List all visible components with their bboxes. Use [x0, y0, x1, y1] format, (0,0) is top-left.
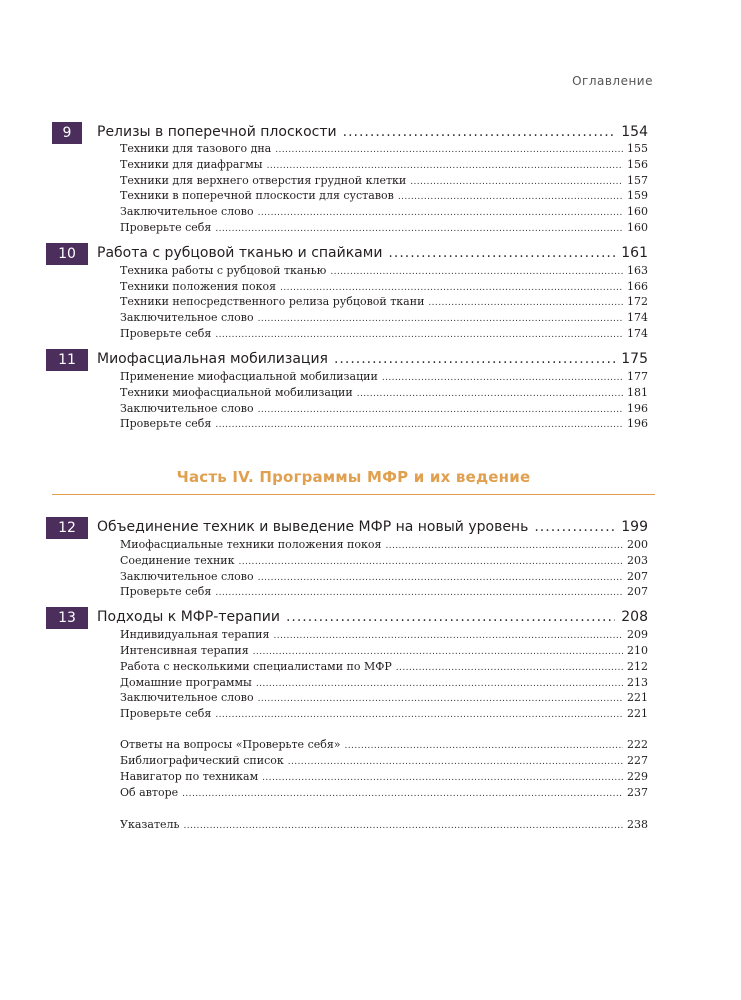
dot-leader: [385, 538, 623, 554]
dot-leader: [215, 221, 623, 237]
chapter-page: 199: [621, 519, 648, 535]
running-head: Оглавление: [572, 74, 653, 88]
toc-entry[interactable]: [120, 553, 648, 569]
toc-entry[interactable]: [120, 401, 648, 417]
toc-entry-back-matter[interactable]: [120, 737, 648, 753]
toc-entry[interactable]: [120, 690, 648, 706]
dot-leader: [398, 189, 623, 205]
entry-page: 207: [627, 570, 648, 583]
entry-page: 221: [627, 691, 648, 704]
entry-page: 166: [627, 280, 648, 293]
entry-page: 172: [627, 295, 648, 308]
dot-leader: [357, 386, 623, 402]
toc-entry[interactable]: [120, 537, 648, 553]
chapter-title-line[interactable]: [97, 519, 648, 535]
entry-title: Проверьте себя: [120, 707, 212, 720]
dot-leader: [253, 644, 623, 660]
dot-leader: [239, 554, 623, 570]
dot-leader: [184, 818, 623, 834]
toc-entry[interactable]: [120, 643, 648, 659]
entry-page: 212: [627, 660, 648, 673]
entry-title: Техники для верхнего отверстия грудной клетки: [120, 174, 407, 187]
chapter-number-badge: 13: [46, 607, 88, 629]
entry-page: 207: [627, 585, 648, 598]
entry-title: Интенсивная терапия: [120, 644, 249, 657]
dot-leader: [388, 245, 615, 261]
chapter-title-line[interactable]: [97, 609, 648, 625]
toc-entry-back-matter[interactable]: [120, 753, 648, 769]
dot-leader: [267, 158, 623, 174]
entry-title: Соединение техник: [120, 554, 235, 567]
entry-page: 229: [627, 770, 648, 783]
entry-page: 159: [627, 189, 648, 202]
dot-leader: [343, 124, 616, 140]
chapter-title-line[interactable]: [97, 124, 648, 140]
toc-entry-back-matter[interactable]: [120, 769, 648, 785]
toc-entry-back-matter[interactable]: [120, 785, 648, 801]
entry-page: 160: [627, 221, 648, 234]
dot-leader: [258, 205, 623, 221]
toc-entry[interactable]: [120, 173, 648, 189]
toc-entry[interactable]: [120, 263, 648, 279]
toc-entry[interactable]: [120, 416, 648, 432]
toc-entry[interactable]: [120, 385, 648, 401]
entry-page: 163: [627, 264, 648, 277]
chapter-page: 175: [621, 351, 648, 367]
entry-page: 209: [627, 628, 648, 641]
toc-entry[interactable]: [120, 326, 648, 342]
entry-title: Применение миофасциальной мобилизации: [120, 370, 378, 383]
chapter-number-badge: 12: [46, 517, 88, 539]
toc-entry[interactable]: [120, 675, 648, 691]
toc-entry[interactable]: [120, 706, 648, 722]
entry-page: 237: [627, 786, 648, 799]
dot-leader: [428, 295, 623, 311]
dot-leader: [334, 351, 615, 367]
entry-title: Ответы на вопросы «Проверьте себя»: [120, 738, 341, 751]
chapter-number-badge: 9: [52, 122, 82, 144]
part-title: Часть IV. Программы МФР и их ведение: [176, 468, 531, 486]
dot-leader: [215, 327, 623, 343]
entry-title: Заключительное слово: [120, 205, 254, 218]
chapter-number-badge: 10: [46, 243, 88, 265]
toc-entry[interactable]: [120, 294, 648, 310]
entry-title: Проверьте себя: [120, 417, 212, 430]
dot-leader: [330, 264, 623, 280]
dot-leader: [182, 786, 623, 802]
entry-page: 213: [627, 676, 648, 689]
dot-leader: [275, 142, 623, 158]
entry-title: Домашние программы: [120, 676, 252, 689]
chapter-page: 154: [621, 124, 648, 140]
entry-title: Техники непосредственного релиза рубцовой ткани: [120, 295, 425, 308]
entry-title: Техники миофасциальной мобилизации: [120, 386, 353, 399]
entry-title: Техники в поперечной плоскости для суставов: [120, 189, 394, 202]
toc-entry[interactable]: [120, 279, 648, 295]
dot-leader: [286, 609, 615, 625]
entry-title: Техники для тазового дна: [120, 142, 272, 155]
entry-title: Библиографический список: [120, 754, 284, 767]
entry-title: Техники для диафрагмы: [120, 158, 263, 171]
toc-entry-index[interactable]: [120, 817, 648, 833]
chapter-title: Подходы к МФР-терапии: [97, 609, 280, 625]
entry-page: 160: [627, 205, 648, 218]
entry-page: 196: [627, 402, 648, 415]
chapter-number-badge: 11: [46, 349, 88, 371]
entry-title: Проверьте себя: [120, 327, 212, 340]
entry-title: Проверьте себя: [120, 585, 212, 598]
chapter-page: 208: [621, 609, 648, 625]
toc-entry[interactable]: [120, 569, 648, 585]
dot-leader: [534, 519, 615, 535]
chapter-title: Объединение техник и выведение МФР на новый уровень: [97, 519, 529, 535]
dot-leader: [258, 691, 623, 707]
toc-entry[interactable]: [120, 627, 648, 643]
chapter-title-line[interactable]: [97, 245, 648, 261]
toc-entry[interactable]: [120, 369, 648, 385]
entry-page: 156: [627, 158, 648, 171]
toc-entry[interactable]: [120, 188, 648, 204]
entry-title: Техника работы с рубцовой тканью: [120, 264, 327, 277]
entry-title: Проверьте себя: [120, 221, 212, 234]
dot-leader: [396, 660, 623, 676]
toc-entry[interactable]: [120, 141, 648, 157]
part-divider: [52, 494, 655, 495]
entry-title: Об авторе: [120, 786, 179, 799]
entry-page: 200: [627, 538, 648, 551]
entry-page: 196: [627, 417, 648, 430]
dot-leader: [288, 754, 623, 770]
entry-title: Работа с несколькими специалистами по МФР: [120, 660, 392, 673]
entry-page: 157: [627, 174, 648, 187]
entry-page: 227: [627, 754, 648, 767]
entry-page: 210: [627, 644, 648, 657]
entry-title: Техники положения покоя: [120, 280, 277, 293]
dot-leader: [382, 370, 623, 386]
dot-leader: [258, 311, 623, 327]
chapter-title: Релизы в поперечной плоскости: [97, 124, 337, 140]
entry-page: 203: [627, 554, 648, 567]
toc-entry[interactable]: [120, 659, 648, 675]
dot-leader: [215, 417, 623, 433]
toc-entry[interactable]: [120, 157, 648, 173]
entry-page: 174: [627, 311, 648, 324]
entry-title: Индивидуальная терапия: [120, 628, 270, 641]
chapter-title: Работа с рубцовой тканью и спайками: [97, 245, 383, 261]
entry-page: 222: [627, 738, 648, 751]
entry-page: 174: [627, 327, 648, 340]
toc-entry[interactable]: [120, 220, 648, 236]
dot-leader: [215, 707, 623, 723]
entry-title: Заключительное слово: [120, 570, 254, 583]
toc-entry[interactable]: [120, 204, 648, 220]
entry-title: Заключительное слово: [120, 691, 254, 704]
entry-title: Указатель: [120, 818, 180, 831]
entry-title: Миофасциальные техники положения покоя: [120, 538, 382, 551]
chapter-title-line[interactable]: [97, 351, 648, 367]
entry-page: 181: [627, 386, 648, 399]
entry-page: 177: [627, 370, 648, 383]
chapter-title: Миофасциальная мобилизация: [97, 351, 328, 367]
entry-page: 155: [627, 142, 648, 155]
dot-leader: [215, 585, 623, 601]
dot-leader: [345, 738, 623, 754]
entry-page: 238: [627, 818, 648, 831]
chapter-page: 161: [621, 245, 648, 261]
entry-title: Заключительное слово: [120, 402, 254, 415]
entry-title: Навигатор по техникам: [120, 770, 259, 783]
toc-entry[interactable]: [120, 584, 648, 600]
toc-entry[interactable]: [120, 310, 648, 326]
dot-leader: [273, 628, 623, 644]
entry-page: 221: [627, 707, 648, 720]
dot-leader: [262, 770, 623, 786]
entry-title: Заключительное слово: [120, 311, 254, 324]
